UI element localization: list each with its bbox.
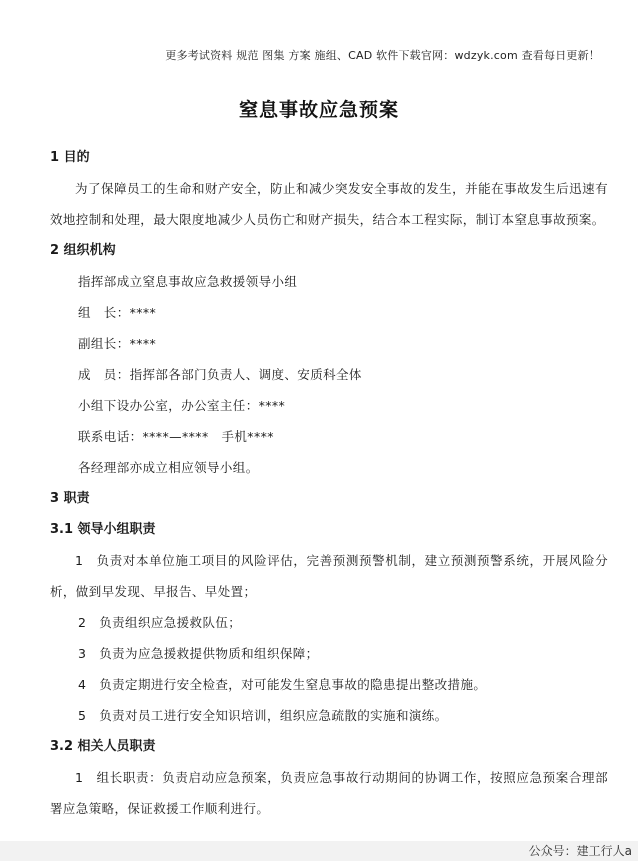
org-line-4: 成 员：指挥部各部门负责人、调度、安质科全体 bbox=[78, 367, 362, 382]
org-line-1: 指挥部成立窒息事故应急救援领导小组 bbox=[78, 274, 298, 289]
org-line-6: 联系电话：****—**** 手机**** bbox=[78, 429, 274, 444]
section-2-heading: 2 组织机构 bbox=[50, 243, 116, 258]
org-line-7: 各经理部亦成立相应领导小组。 bbox=[78, 460, 259, 475]
document-title: 窒息事故应急预案 bbox=[238, 99, 399, 121]
top-banner: 更多考试资料 规范 图集 方案 施组、CAD 软件下载官网：wdzyk.com 查看每日更新！ bbox=[165, 49, 600, 62]
section-3-1-heading: 3.1 领导小组职责 bbox=[50, 522, 156, 537]
section-3-2-heading: 3.2 相关人员职责 bbox=[50, 739, 156, 754]
footer-watermark: 公众号：建工行人a bbox=[528, 844, 632, 858]
section-1-heading: 1 目的 bbox=[50, 150, 90, 165]
org-line-5: 小组下设办公室，办公室主任：**** bbox=[78, 398, 286, 413]
org-line-3: 副组长：**** bbox=[78, 336, 157, 351]
org-line-2: 组 长：**** bbox=[78, 305, 157, 320]
duty-item-3: 3 负责为应急援救提供物质和组织保障； bbox=[78, 646, 319, 661]
document-body bbox=[50, 142, 608, 824]
leader-duty-item-1: 1 组长职责：负责启动应急预案，负责应急事故行动期间的协调工作，按照应急预案合理部署应急策略，保证救援工作顺利进行。 bbox=[50, 770, 608, 816]
duty-item-5: 5 负责对员工进行安全知识培训，组织应急疏散的实施和演练。 bbox=[78, 708, 448, 723]
duty-item-4: 4 负责定期进行安全检查，对可能发生窒息事故的隐患提出整改措施。 bbox=[78, 677, 487, 692]
section-1-paragraph: 为了保障员工的生命和财产安全，防止和减少突发安全事故的发生，并能在事故发生后迅速有效地控制和处理，最大限度地减少人员伤亡和财产损失，结合本工程实际，制订本窒息事故预案。 bbox=[50, 181, 608, 227]
duty-item-2: 2 负责组织应急援救队伍； bbox=[78, 615, 242, 630]
duty-item-1: 1 负责对本单位施工项目的风险评估，完善预测预警机制，建立预测预警系统，开展风险分析，做到早发现、早报告、早处置； bbox=[50, 553, 608, 599]
section-3-heading: 3 职责 bbox=[50, 491, 90, 506]
